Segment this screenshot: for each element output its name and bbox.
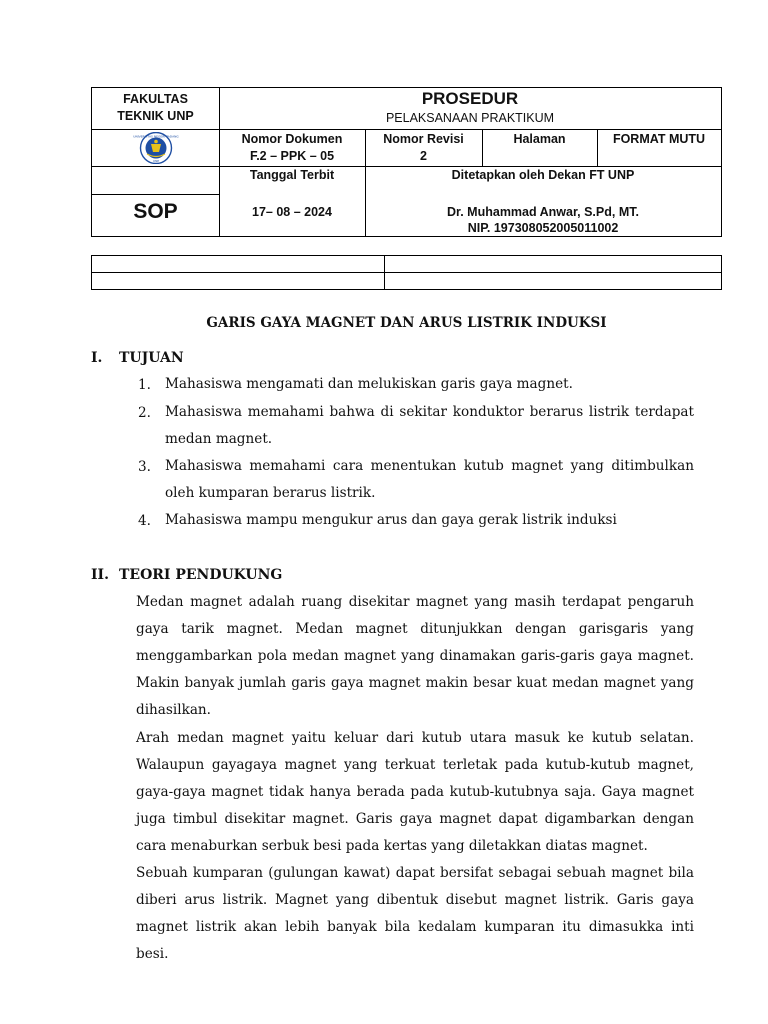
approved-by: Ditetapkan oleh Dekan FT UNP xyxy=(451,168,635,182)
paragraph: Medan magnet adalah ruang disekitar magnet yang masih terdapat pengaruh gaya tarik magnet. Medan magnet ditunjukkan dengan garisgaris yang menggambarkan pola medan magnet yang dinamakan garis-garis gaya magnet. Makin banyak jumlah garis gaya magnet makin besar kuat medan magnet yang dihasilkan. xyxy=(136,594,694,718)
page-label: Halaman xyxy=(513,132,566,146)
sop-header-table xyxy=(91,87,722,237)
dean-name: Dr. Muhammad Anwar, S.Pd, MT. xyxy=(447,205,639,219)
logo-sub-text: UNP xyxy=(152,159,160,163)
faculty-label: FAKULTAS TEKNIK UNP xyxy=(117,92,194,123)
blank-table xyxy=(91,255,722,290)
paragraph: Sebuah kumparan (gulungan kawat) dapat bersifat sebagai sebuah magnet bila diberi arus listrik. Magnet yang dibentuk disebut magnet listrik. Garis gaya magnet listrik akan lebih banyak bila kedalam kumparan itu dimasukka inti besi. xyxy=(136,865,694,962)
dean-nip: NIP. 197308052005011002 xyxy=(467,221,619,235)
list-item-number: 1. xyxy=(138,377,151,393)
list-item: Mahasiswa mampu mengukur arus dan gaya gerak listrik induksi xyxy=(165,512,617,528)
doc-number-value: F.2 – PPK – 05 xyxy=(249,149,335,163)
revision-value: 2 xyxy=(420,149,427,163)
logo-text: UNIVERSITAS NEGERI PADANG xyxy=(133,134,179,139)
issue-date-label: Tanggal Terbit xyxy=(249,168,335,182)
revision-label: Nomor Revisi xyxy=(383,132,464,146)
prosedur-title: PROSEDUR xyxy=(421,89,519,108)
format-mutu-label: FORMAT MUTU xyxy=(612,132,706,146)
paragraph: Arah medan magnet yaitu keluar dari kutub utara masuk ke kutub selatan. Walaupun gayagaya magnet yang terkuat terletak pada kutub-kutub magnet, gaya-gaya magnet tidak hanya berada pada kutub-kutubnya saja. Gaya magnet juga timbul disekitar magnet. Garis gaya magnet dapat digambarkan dengan cara menaburkan serbuk besi pada kertas yang diletakkan diatas magnet. xyxy=(136,730,694,854)
document-title: GARIS GAYA MAGNET DAN ARUS LISTRIK INDUKSI xyxy=(206,315,607,331)
pelaksanaan-subtitle: PELAKSANAAN PRAKTIKUM xyxy=(385,111,555,125)
university-logo xyxy=(128,132,184,164)
list-item-number: 2. xyxy=(138,405,151,421)
list-item-number: 4. xyxy=(138,513,151,529)
list-item: Mahasiswa memahami cara menentukan kutub magnet yang ditimbulkan oleh kumparan berarus listrik. xyxy=(165,458,694,501)
issue-date-value: 17– 08 – 2024 xyxy=(252,205,332,219)
sop-label: SOP xyxy=(133,200,178,223)
list-item-number: 3. xyxy=(138,459,151,475)
list-item: Mahasiswa mengamati dan melukiskan garis gaya magnet. xyxy=(165,376,573,392)
list-item: Mahasiswa memahami bahwa di sekitar konduktor berarus listrik terdapat medan magnet. xyxy=(165,404,694,447)
section-2-heading: TEORI PENDUKUNG xyxy=(119,567,283,583)
doc-number-label: Nomor Dokumen xyxy=(241,132,343,146)
section-1-number: I. xyxy=(91,350,103,366)
section-2-number: II. xyxy=(91,567,109,583)
section-1-heading: TUJUAN xyxy=(119,350,184,366)
